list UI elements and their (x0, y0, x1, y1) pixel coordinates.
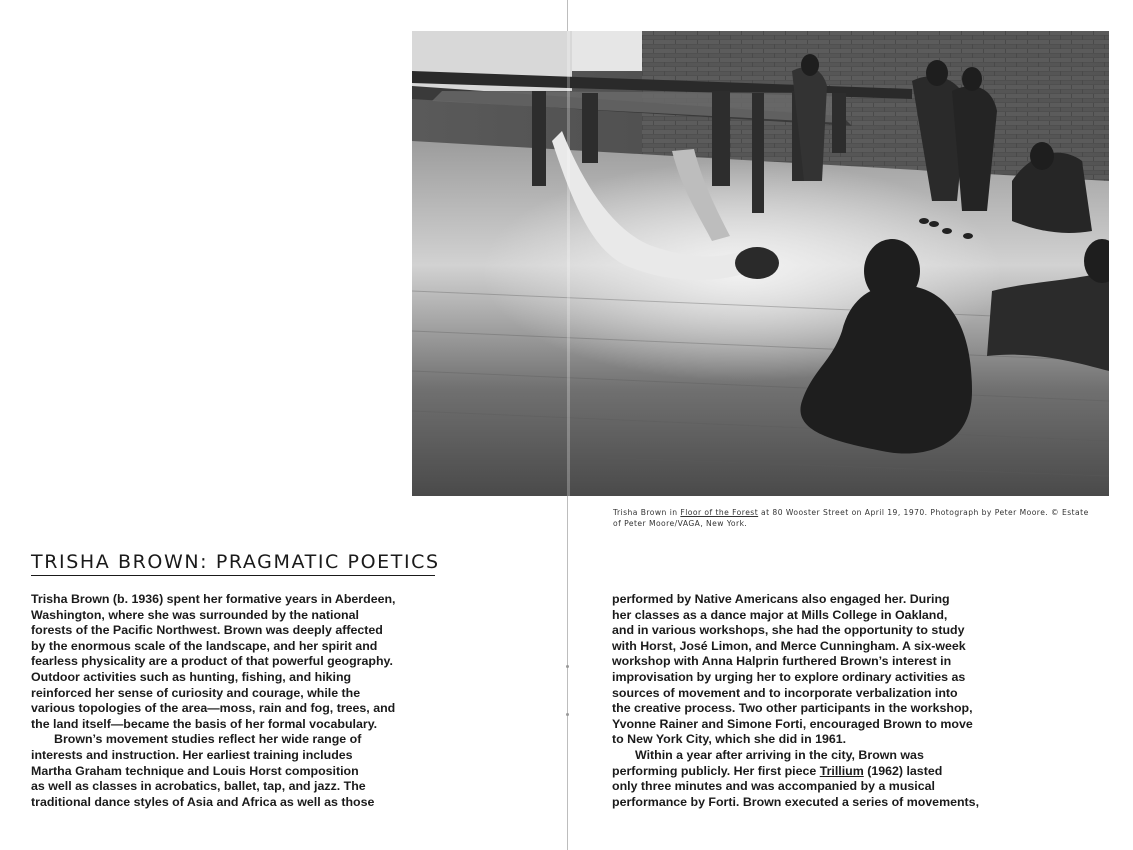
body-line: workshop with Anna Halprin furthered Brown’s interest in (612, 654, 952, 669)
performance-photograph (412, 31, 1109, 496)
body-line-paragraph-start: Within a year after arriving in the city, Brown was (635, 747, 924, 762)
body-line: Washington, where she was surrounded by the national (31, 607, 359, 622)
body-line-with-work-title (612, 764, 979, 780)
line-text: performing publicly. Her first piece (612, 763, 820, 778)
caption-work-title: Floor of the Forest (680, 508, 759, 517)
page-mark (566, 713, 569, 716)
body-line: traditional dance styles of Asia and Africa as well as those (31, 794, 375, 809)
body-line: the creative process. Two other participants in the workshop, (612, 701, 973, 716)
page-mark (566, 665, 569, 668)
work-title-trillium: Trillium (819, 763, 864, 778)
photo-caption (613, 508, 1093, 529)
body-line: performed by Native Americans also engaged her. During (612, 592, 950, 606)
body-line: performance by Forti. Brown executed a series of movements, (612, 794, 980, 809)
body-line: Martha Graham technique and Louis Horst composition (31, 763, 359, 778)
body-line: to New York City, which she did in 1961. (612, 732, 847, 747)
body-line: as well as classes in acrobatics, ballet, tap, and jazz. The (31, 779, 366, 794)
photograph-icon (412, 31, 1109, 496)
body-line: and in various workshops, she had the opportunity to study (612, 623, 965, 638)
body-line: reinforced her sense of curiosity and courage, while the (31, 685, 361, 700)
body-line: the land itself—became the basis of her formal vocabulary. (31, 716, 378, 731)
body-line: only three minutes and was accompanied by a musical (612, 779, 935, 794)
body-line: forests of the Pacific Northwest. Brown was deeply affected (31, 623, 383, 638)
caption-prefix: Trisha Brown in (613, 508, 681, 517)
body-column-right (612, 592, 979, 810)
body-line: sources of movement and to incorporate verbalization into (612, 685, 958, 700)
line-text: (1962) lasted (863, 763, 943, 778)
body-line: fearless physicality are a product of that powerful geography. (31, 654, 393, 669)
body-line: Trisha Brown (b. 1936) spent her formative years in Aberdeen, (31, 592, 396, 606)
article-title: TRISHA BROWN: PRAGMATIC POETICS (31, 549, 435, 576)
caption-suffix: at 80 Wooster Street on April 19, 1970. Photograph by Peter Moore. © Estate of Peter Moore/VAGA, New York. (613, 508, 1089, 528)
body-line: improvisation by urging her to explore ordinary activities as (612, 669, 966, 684)
body-line: interests and instruction. Her earliest training includes (31, 747, 353, 762)
body-line: with Horst, José Limon, and Merce Cunningham. A six-week (612, 638, 966, 653)
body-line-paragraph-start: Brown’s movement studies reflect her wide range of (54, 732, 362, 747)
body-line: by the enormous scale of the landscape, and her spirit and (31, 638, 378, 653)
body-line: her classes as a dance major at Mills College in Oakland, (612, 607, 948, 622)
body-line: various topologies of the area—moss, rain and fog, trees, and (31, 701, 396, 716)
body-column-left (31, 592, 396, 810)
body-line: Outdoor activities such as hunting, fishing, and hiking (31, 669, 352, 684)
body-line: Yvonne Rainer and Simone Forti, encouraged Brown to move (612, 716, 973, 731)
